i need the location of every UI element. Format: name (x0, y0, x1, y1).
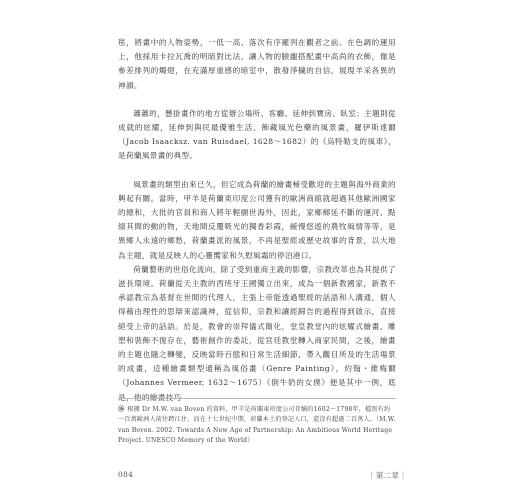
paragraph-gap (118, 164, 396, 178)
paragraph-3: 風景畫的類型由來已久，但它成為荷蘭的繪畫極受歡迎的主題與海外商業的興起有關。當時，甲羊是荷蘭東印度公司獲有的歐洲商館就超過其他歐洲國家的總和，大批的官員和商人將年輕願世海外，因此，家鄉鄉延不斷的運河、點綴其間的動的物，天地間反覆吸光的獨香彩霞，緩慢悠遊的農牧風情等等，是異鄉人永遠的鄉愁，荷蘭畫派的風景，不再是聖經或歷史故事的背景，以大地為主題，就是反映人的心靈嚮家和久慰風霜的停泊港口。 (118, 179, 396, 260)
footnote (118, 405, 396, 447)
footnote-text: 根據 Dr M.W. van Boven 的資料，甲羊是荷蘭東印度公司存續的1602～1798年，檔寫有約一百萬歐洲人前往跨江住，而在十七世紀中期，荷蘭本土的登記人口，還沒有超過二百萬人。（M.W. van Boven. 2002. Towards A New Age of Partnership: An Ambitious World Heritage Project. UNESCO Memory of the World） (118, 406, 396, 445)
body-text (118, 36, 396, 405)
page-number: 084 (118, 470, 134, 479)
paragraph-2: 蕭蕭的，懸掛畫作的地方從辦公場所、客廳、延伸到寶房、臥室；主題則從成就的炫耀，延伸到與民最優雅生活、飾藏風光色藥的風景畫，羅伊斯達爾（Jacob Isaacksz. van Ruisdael, 1628～1682）的《烏特勒支的風車》，是荷蘭風景畫的典型。 (118, 108, 396, 161)
footnote-divider (118, 398, 396, 399)
paragraph-1: 毯，將畫中的人物姿勢，一低一高、落次有序羅列在觀者之前。在色調的運用上，他採用卡拉瓦喬的明暗對比法，讓人物的臉龐搭配畫中高尚的衣飾，像是參差排列的燭燈，在充滿厚重感的暗室中，散發淨穢的自信，展現羊采各異的神韻。 (118, 38, 396, 90)
footnote-marker: ⑯ (118, 406, 125, 413)
paragraph-4: 荷蘭藝術的世俗化流向，除了受到重商主義的影響，宗教改革也為其提供了滋長環境。荷蘭從天主教的西班牙王國獨立出來，成為一個新教國家，新教不承認教宗為基督在世間的代理人，主張上帝能透過聖經的話語和人溝通，個人得藉由理性的思辯來認識神，從信仰，宗教和讓經歸告的過程得到啟示，直接絕受上帝的話語。於是，教會的崇拜儀式簡化，堂皇教堂內的炫耀式繪畫、雕塑和裝飾不復存在，藝術創作的委託，從宮廷教堂轉入商家民間，之後，繪畫的主題也隨之轉變，反映當時百態和日常生活細節，帶入觀目所及的生活場景的成畫，這種繪畫類型通稱為風俗畫（Genre Painting），約翰・維梅爾（Johannes Vermeer, 1632～1675）《倒牛奶的女僕》便是其中一例，底是，他的繪畫技巧 (118, 264, 396, 402)
paragraph-gap (118, 93, 396, 107)
chapter-label: ｜第二章｜ (368, 471, 407, 480)
